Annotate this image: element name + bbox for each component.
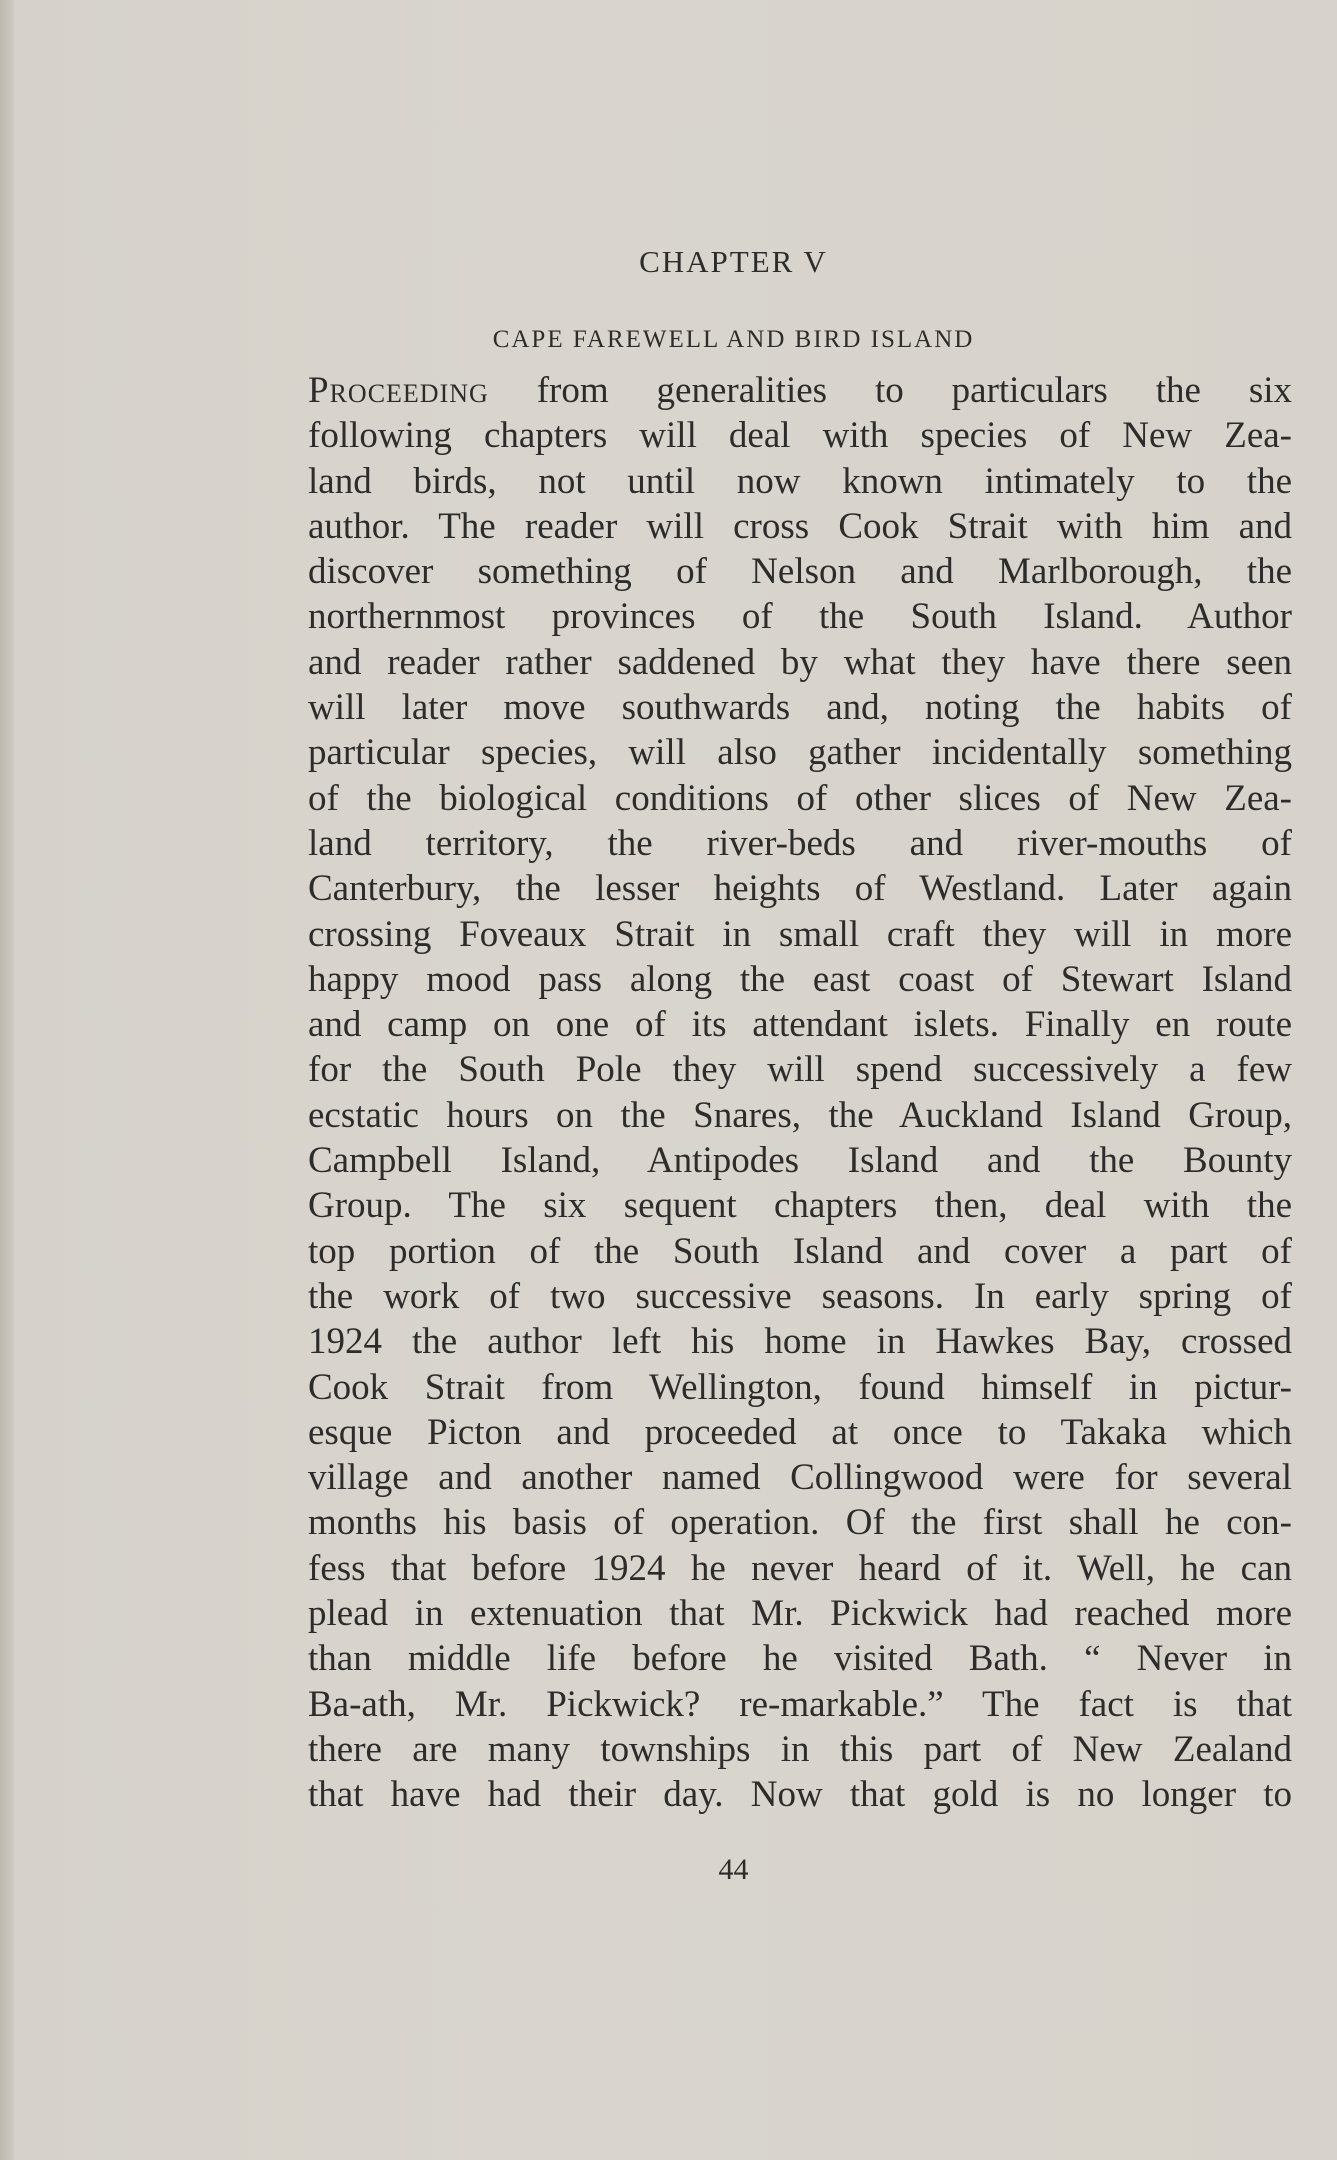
- text-line: village and another named Collingwood were for several: [308, 1457, 1292, 1499]
- text-line: particular species, will also gather incidentally something: [308, 732, 1292, 774]
- chapter-title: CAPE FAREWELL AND BIRD ISLAND: [492, 326, 975, 353]
- page-binding-edge: [0, 0, 14, 2160]
- text-line: the work of two successive seasons. In early spring of: [308, 1275, 1292, 1317]
- text-line: author. The reader will cross Cook Strait with him and: [308, 505, 1292, 547]
- text-line-content: from generalities to particulars the six: [536, 370, 1292, 411]
- text-line: of the biological conditions of other slices of New Zea-: [308, 777, 1292, 819]
- text-line: and camp on one of its attendant islets. Finally en route: [308, 1004, 1292, 1046]
- text-line: top portion of the South Island and cover a part of: [308, 1230, 1292, 1272]
- text-line: months his basis of operation. Of the first shall he con-: [308, 1502, 1292, 1544]
- text-line: Ba-ath, Mr. Pickwick? re-markable.” The fact is that: [308, 1683, 1292, 1725]
- text-line: that have had their day. Now that gold is no longer to: [308, 1774, 1292, 1816]
- text-line: northernmost provinces of the South Island. Author: [308, 596, 1292, 638]
- text-line: ecstatic hours on the Snares, the Auckland Island Group,: [308, 1094, 1292, 1136]
- text-line: crossing Foveaux Strait in small craft they will in more: [308, 913, 1292, 955]
- text-line: land birds, not until now known intimately to the: [308, 460, 1292, 502]
- text-line: and reader rather saddened by what they have there seen: [308, 641, 1292, 683]
- text-line: following chapters will deal with species of New Zea-: [308, 415, 1292, 457]
- chapter-number: CHAPTER V: [639, 244, 828, 279]
- text-line: happy mood pass along the east coast of Stewart Island: [308, 958, 1292, 1000]
- text-line: discover something of Nelson and Marlborough, the: [308, 551, 1292, 593]
- text-line: [308, 368, 1292, 413]
- text-line: fess that before 1924 he never heard of it. Well, he can: [308, 1547, 1292, 1589]
- text-line: for the South Pole they will spend successively a few: [308, 1049, 1292, 1091]
- text-line: land territory, the river-beds and river-mouths of: [308, 822, 1292, 864]
- text-line: there are many townships in this part of New Zealand: [308, 1728, 1292, 1770]
- page-number: 44: [718, 1853, 749, 1886]
- text-line: Group. The six sequent chapters then, deal with the: [308, 1185, 1292, 1227]
- text-line: Cook Strait from Wellington, found himself in pictur-: [308, 1366, 1292, 1408]
- text-line: plead in extenuation that Mr. Pickwick had reached more: [308, 1593, 1292, 1635]
- text-line: Campbell Island, Antipodes Island and the Bounty: [308, 1140, 1292, 1182]
- text-line: will later move southwards and, noting the habits of: [308, 687, 1292, 729]
- body-text: [308, 368, 1292, 1818]
- text-line: than middle life before he visited Bath. “ Never in: [308, 1638, 1292, 1680]
- drop-word: Proceeding: [308, 370, 489, 411]
- text-line: esque Picton and proceeded at once to Takaka which: [308, 1411, 1292, 1453]
- text-line: 1924 the author left his home in Hawkes Bay, crossed: [308, 1321, 1292, 1363]
- text-line: Canterbury, the lesser heights of Westland. Later again: [308, 868, 1292, 910]
